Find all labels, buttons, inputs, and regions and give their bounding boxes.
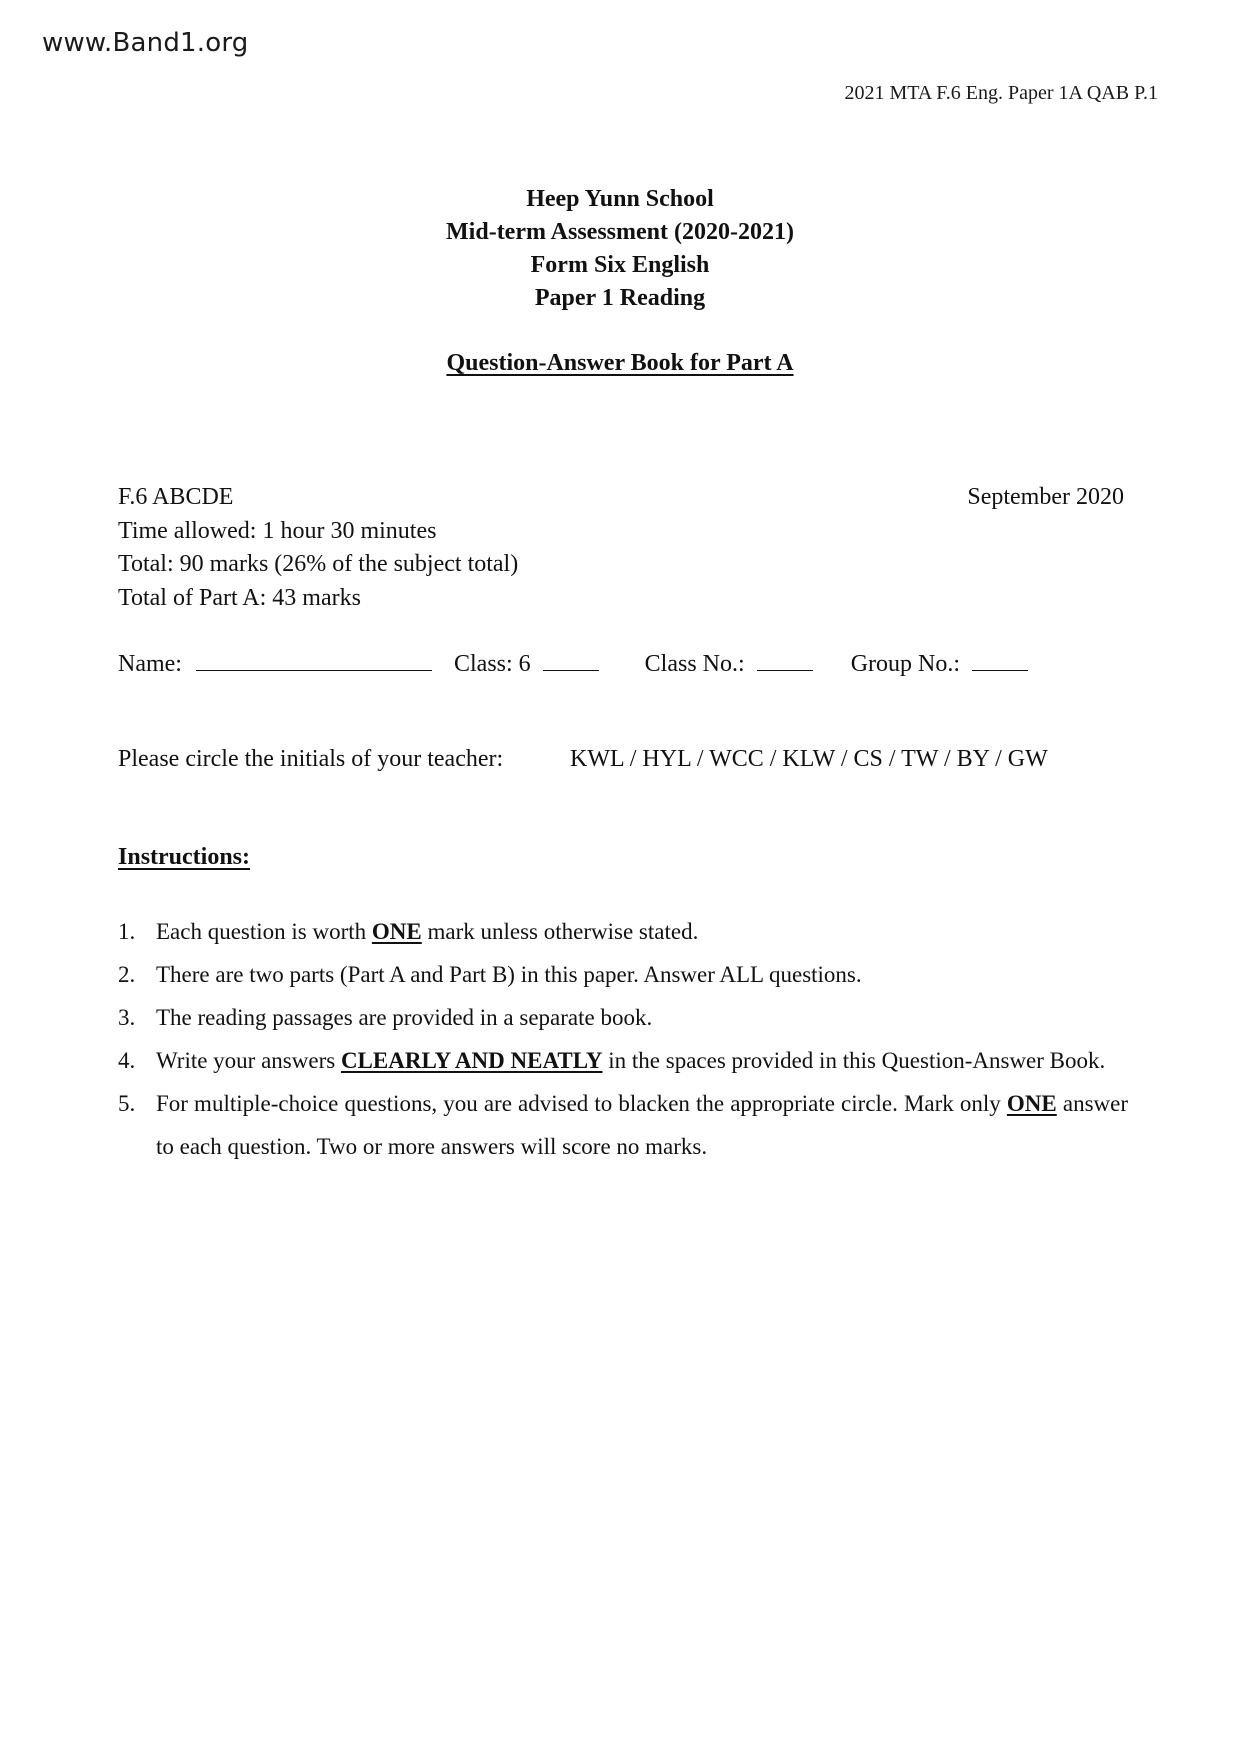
assessment-name: Mid-term Assessment (2020-2021) <box>446 219 794 245</box>
instruction-text: Each question is worth <box>156 919 372 944</box>
instruction-number: 1. <box>118 919 136 944</box>
exam-info <box>118 481 1124 615</box>
school-name: Heep Yunn School <box>526 186 714 212</box>
instruction-text: There are two parts (Part A and Part B) in this paper. Answer ALL questions. <box>156 962 862 987</box>
time-allowed: Time allowed: 1 hour 30 minutes <box>118 517 437 544</box>
instruction-number: 4. <box>118 1048 136 1073</box>
instruction-number: 5. <box>118 1091 136 1116</box>
instruction-item <box>118 1082 1128 1168</box>
instruction-number: 3. <box>118 1005 136 1030</box>
instruction-item <box>118 1039 1128 1082</box>
instruction-text: The reading passages are provided in a separate book. <box>156 1005 653 1030</box>
group-no-label: Group No.: <box>850 651 961 677</box>
instruction-text: For multiple-choice questions, you are advised to blacken the appropriate circle. Mark only <box>156 1091 1007 1116</box>
group-no-field[interactable] <box>972 648 1028 671</box>
book-title-text: Question-Answer Book for Part A <box>446 350 794 376</box>
part-a-marks: Total of Part A: 43 marks <box>118 584 361 611</box>
student-fields <box>118 648 1028 678</box>
total-marks: Total: 90 marks (26% of the subject total) <box>118 551 519 577</box>
instruction-emphasis: CLEARLY AND NEATLY <box>340 1048 603 1073</box>
book-title <box>0 350 1240 377</box>
class-no-label: Class No.: <box>644 651 745 677</box>
instruction-item <box>118 996 1128 1039</box>
teacher-prompt: Please circle the initials of your teacher: <box>118 746 504 772</box>
class-no-field[interactable] <box>757 648 813 671</box>
name-label: Name: <box>118 651 182 677</box>
instruction-text: answer to each question. Two or more answers will score no marks. <box>156 1091 1128 1159</box>
instruction-text: mark unless otherwise stated. <box>421 919 699 944</box>
instruction-text: Write your answers <box>156 1048 341 1073</box>
watermark: www.Band1.org <box>42 28 249 58</box>
instruction-emphasis: ONE <box>1006 1091 1057 1116</box>
teacher-row <box>118 746 1048 773</box>
instructions-heading: Instructions: <box>118 844 251 870</box>
instruction-item <box>118 953 1128 996</box>
subject-name: Form Six English <box>530 252 710 278</box>
instructions-list <box>118 910 1128 1168</box>
instruction-number: 2. <box>118 962 136 987</box>
classes: F.6 ABCDE <box>118 484 234 510</box>
instruction-item <box>118 910 1128 953</box>
class-field[interactable] <box>543 648 599 671</box>
title-block <box>0 183 1240 315</box>
instruction-emphasis: ONE <box>371 919 422 944</box>
class-label: Class: 6 <box>453 651 531 677</box>
page-reference: 2021 MTA F.6 Eng. Paper 1A QAB P.1 <box>844 82 1158 104</box>
exam-date: September 2020 <box>967 484 1124 510</box>
instruction-text: in the spaces provided in this Question-Answer Book. <box>602 1048 1106 1073</box>
paper-name: Paper 1 Reading <box>534 285 706 311</box>
teacher-initials[interactable]: KWL / HYL / WCC / KLW / CS / TW / BY / GW <box>570 746 1048 772</box>
name-field[interactable] <box>196 648 432 671</box>
